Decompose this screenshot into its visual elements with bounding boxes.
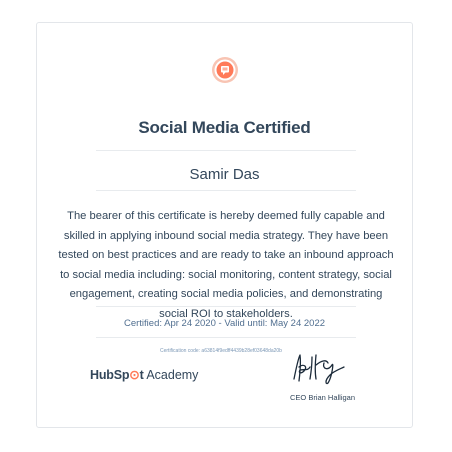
hubspot-academy-logo: [90, 367, 198, 382]
recipient-name: Samir Das: [189, 166, 260, 183]
hubspot-wordmark: HubSp⊙t: [90, 368, 144, 382]
certificate-badge-icon: [211, 56, 239, 84]
ceo-label: CEO Brian Halligan: [290, 393, 356, 402]
title-divider: [96, 150, 356, 151]
ceo-signature: [288, 349, 358, 387]
body-divider: [96, 306, 356, 307]
validity-dates: Certified: Apr 24 2020 - Valid until: May 24 2022: [123, 318, 326, 329]
academy-label: Academy: [146, 368, 199, 382]
certificate-title: Social Media Certified: [138, 118, 311, 137]
sprocket-icon: ⊙: [129, 368, 140, 382]
certificate-body-text: The bearer of this certificate is hereby deemed fully capable and skilled in applying inbound social media strategy. They have been tested on best practices and are ready to take an inbound approach to social media including: social monitoring, content strategy, social engagement, creating social media policies, and demonstrating social ROI to stakeholders.: [58, 210, 394, 320]
name-divider: [96, 190, 356, 191]
dates-divider: [96, 337, 356, 338]
certification-code: Certification code: a63814f9edff4439b28ef03648da20b: [160, 348, 282, 354]
